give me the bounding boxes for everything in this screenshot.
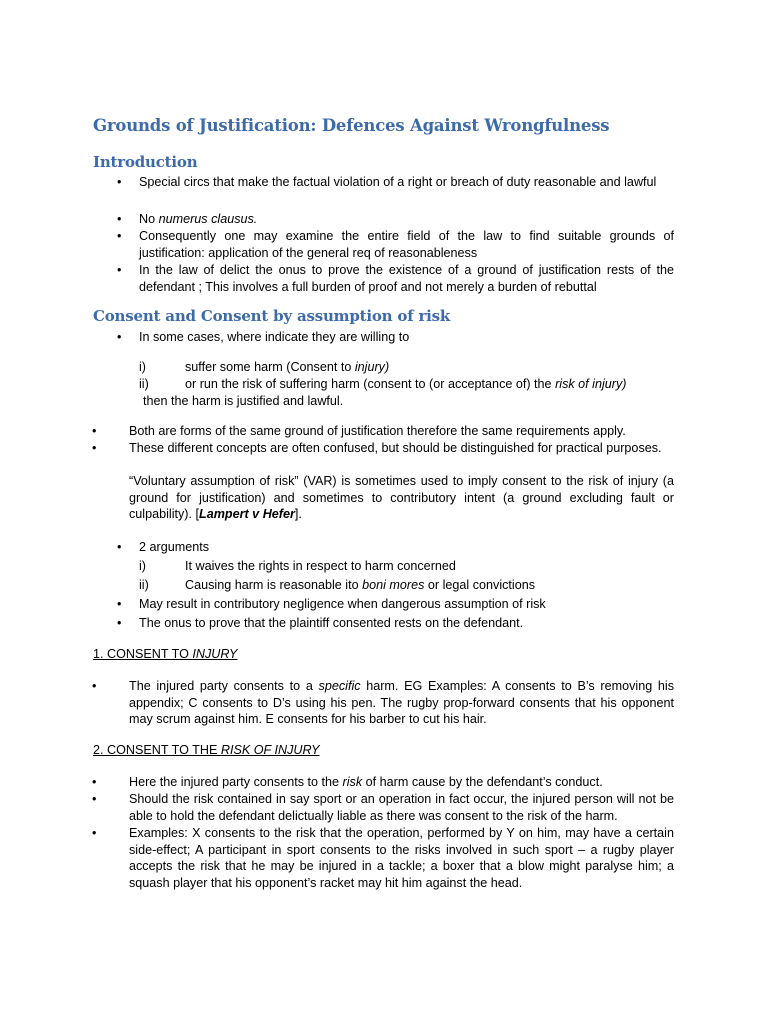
list-item: • In the law of delict the onus to prove the existence of a ground of justification rests of the defendant ; This involves a full burden of proof and not merely a burden of rebuttal <box>117 263 674 294</box>
bullet-icon: • <box>92 826 97 840</box>
section-2-heading: 2. CONSENT TO THE RISK OF INJURY <box>93 743 320 757</box>
list-item: • Should the risk contained in say sport or an operation in fact occur, the injured person will not be able to hold the defendant delictually liable as there was consent to the risk of the harm. <box>92 792 674 823</box>
bullet-icon: • <box>117 540 122 554</box>
var-paragraph: “Voluntary assumption of risk” (VAR) is sometimes used to imply consent to the risk of injury (a ground for justification) and sometimes to contributory intent (a ground excluding fault or culpability). [Lampert v Hefer]. <box>129 474 674 521</box>
bullet-icon: • <box>117 597 122 611</box>
bullet-icon: • <box>92 441 97 455</box>
bullet-icon: • <box>117 229 122 243</box>
bullet-icon: • <box>92 679 97 693</box>
bullet-icon: • <box>117 263 122 277</box>
list-item: • The onus to prove that the plaintiff consented rests on the defendant. <box>117 616 524 630</box>
list-item: • No numerus clausus. <box>117 212 258 226</box>
case-citation: Lampert v Hefer <box>199 507 295 521</box>
list-item: • Here the injured party consents to the risk of harm cause by the defendant’s conduct. <box>92 775 603 789</box>
bullet-icon: • <box>117 175 122 189</box>
bullet-icon: • <box>117 212 122 226</box>
bullet-icon: • <box>117 330 122 344</box>
list-item: • In some cases, where indicate they are willing to <box>117 330 410 344</box>
list-item: • Special circs that make the factual violation of a right or breach of duty reasonable and lawful <box>117 175 657 189</box>
introduction-heading: Introduction <box>93 153 198 171</box>
list-item: • Both are forms of the same ground of justification therefore the same requirements apply. <box>92 424 626 438</box>
bullet-icon: • <box>92 775 97 789</box>
list-item: • May result in contributory negligence when dangerous assumption of risk <box>117 597 546 611</box>
document-page: Grounds of Justification: Defences Against Wrongfulness Introduction • Special circs that make the factual violation of a right or breach of duty reasonable and lawful • No numerus clausus. • Consequently one may examine the entire field of the law to find suitable grounds of justification: application of the general req of reasonableness • In the law of delict the onus to prove the existence of a ground of justification rests of the defendant ; This involves a full burden of proof and not merely a burden of rebuttal Consent and Consent by assumption of risk • In some cases, where indicate they are willing to i) suffer some harm (Consent to injury) ii) or run the risk of suffering harm (consent to (or acceptance of) the risk of injury) then the harm is justified and lawful. • Both are forms of the same ground of justification therefore the same requirements apply. • These different concepts are often confused, but should be distinguished for practical purposes. “Voluntary assumption of risk” (VAR) is sometimes used to imply consent to the risk of injury (a ground for justification) and sometimes to contributory intent (a ground excluding fault or culpability). [Lampert v Hefer]. • 2 arguments i) It waives the rights in respect to harm concerned ii) Causing harm is reasonable ito boni mores or legal convictions • May result in contributory negligence when dangerous assumption of risk • The onus to prove that the plaintiff consented rests on the defendant. 1. CONSENT TO INJURY • The injured party consents to a specific harm. EG Examples: A consents to B’s removing his appendix; C consents to D’s using his pen. The rugby prop-forward consents that his opponent may scrum against him. E consents for his barber to cut his hair. 2. CONSENT TO THE RISK OF INJURY • Here the injured party consents to the risk of harm cause by the defendant’s conduct. • Should the risk contained in say sport or an operation in fact occur, the injured person will not be able to hold the defendant delictually liable as there was consent to the risk of the harm. • Examples: X consents to the risk that the operation, performed by Y on him, may have a certain side-effect; A participant in sport consents to the risks involved in such sport – a rugby player accepts the risk that he may be injured in a tackle; a boxer that a blow might paralyse him; a squash player that his opponent’s racket may hit him against the head. <box>92 116 674 890</box>
consent-heading: Consent and Consent by assumption of risk <box>93 307 451 325</box>
list-item: • Examples: X consents to the risk that the operation, performed by Y on him, may have a certain side-effect; A participant in sport consents to the risks involved in such sport – a rugby player accepts the risk that he may be injured in a tackle; a boxer that a blow might paralyse him; a squash player that his opponent’s racket may hit him against the head. <box>92 826 674 890</box>
conclusion-text: then the harm is justified and lawful. <box>143 394 344 408</box>
bullet-icon: • <box>117 616 122 630</box>
list-item: • These different concepts are often confused, but should be distinguished for practical purposes. <box>92 441 662 455</box>
list-item: • The injured party consents to a specific harm. EG Examples: A consents to B’s removing his appendix; C consents to D’s using his pen. The rugby prop-forward consents that his opponent may scrum against him. E consents for his barber to cut his hair. <box>92 679 674 726</box>
list-item: • 2 arguments <box>117 540 210 554</box>
page-title: Grounds of Justification: Defences Against Wrongfulness <box>93 116 610 135</box>
bullet-icon: • <box>92 792 97 806</box>
list-item: • Consequently one may examine the entire field of the law to find suitable grounds of justification: application of the general req of reasonableness <box>117 229 674 260</box>
bullet-icon: • <box>92 424 97 438</box>
section-1-heading: 1. CONSENT TO INJURY <box>93 647 238 661</box>
